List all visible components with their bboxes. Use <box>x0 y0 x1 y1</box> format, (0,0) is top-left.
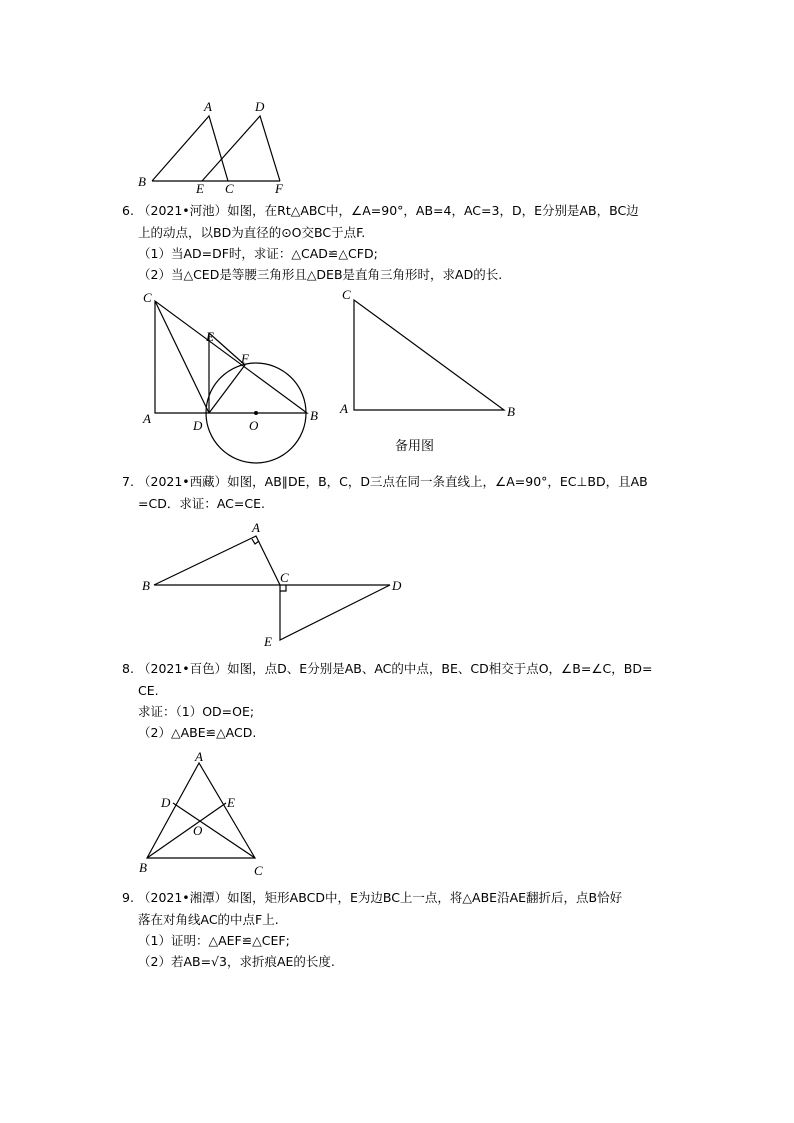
label-D: D <box>392 578 402 593</box>
q7-number: 7. <box>122 474 134 489</box>
figure-q7 <box>138 520 418 650</box>
label-A: A <box>340 401 348 416</box>
q9-number: 9. <box>122 890 134 905</box>
figure-q6-backup <box>338 285 528 455</box>
label-O: O <box>193 823 203 838</box>
q9-line1: （2021•湘潭）如图，矩形ABCD中，E为边BC上一点，将△ABE沿AE翻折后，点B恰好 <box>138 890 623 905</box>
figure-q5 <box>130 95 300 195</box>
label-F: F <box>241 351 249 366</box>
label-A: A <box>143 411 151 426</box>
q9-part1: （1）证明：△AEF≌△CEF; <box>138 933 290 948</box>
q8-line1: （2021•百色）如图，点D、E分别是AB、AC的中点，BE、CD相交于点O，∠B=∠C，BD= <box>138 661 653 676</box>
q7-line1: （2021•西藏）如图，AB∥DE，B，C，D三点在同一条直线上，∠A=90°，EC⊥BD，且AB <box>138 474 648 489</box>
backup-caption: 备用图 <box>395 439 435 454</box>
figure-q8 <box>135 745 275 880</box>
label-F: F <box>275 181 283 196</box>
label-B: B <box>138 174 146 189</box>
q6-number: 6. <box>122 203 134 218</box>
label-A: A <box>195 749 203 764</box>
q6-line1: （2021•河池）如图，在Rt△ABC中，∠A=90°，AB=4，AC=3，D，E分别是AB，BC边 <box>138 203 639 218</box>
label-O: O <box>249 418 259 433</box>
label-E: E <box>227 795 235 810</box>
q8-part2: （2）△ABE≌△ACD. <box>138 725 257 740</box>
q8-number: 8. <box>122 661 134 676</box>
q9-part2: （2）若AB=√3，求折痕AE的长度. <box>138 954 335 969</box>
q7-line2: =CD．求证：AC=CE. <box>138 496 265 511</box>
label-C: C <box>280 570 289 585</box>
q8-part1: 求证：（1）OD=OE; <box>138 704 255 719</box>
label-E: E <box>264 634 272 649</box>
label-B: B <box>507 404 515 419</box>
label-B: B <box>139 860 147 875</box>
label-E: E <box>196 181 204 196</box>
q9-line2: 落在对角线AC的中点F上. <box>138 912 279 927</box>
label-A: A <box>252 520 260 535</box>
label-A: A <box>204 99 212 114</box>
label-B: B <box>142 578 150 593</box>
label-B: B <box>310 408 318 423</box>
label-E: E <box>206 329 214 344</box>
label-C: C <box>342 287 351 302</box>
label-D: D <box>255 99 265 114</box>
figure-q6-main <box>135 285 335 470</box>
label-D: D <box>161 795 171 810</box>
label-C: C <box>225 181 234 196</box>
label-C: C <box>143 290 152 305</box>
q6-line2: 上的动点，以BD为直径的⊙O交BC于点F. <box>138 225 366 240</box>
q6-part2: （2）当△CED是等腰三角形且△DEB是直角三角形时，求AD的长. <box>138 267 503 282</box>
label-D: D <box>193 418 203 433</box>
q8-line2: CE. <box>138 683 159 698</box>
label-C: C <box>254 863 263 878</box>
q6-part1: （1）当AD=DF时，求证：△CAD≌△CFD; <box>138 246 378 261</box>
